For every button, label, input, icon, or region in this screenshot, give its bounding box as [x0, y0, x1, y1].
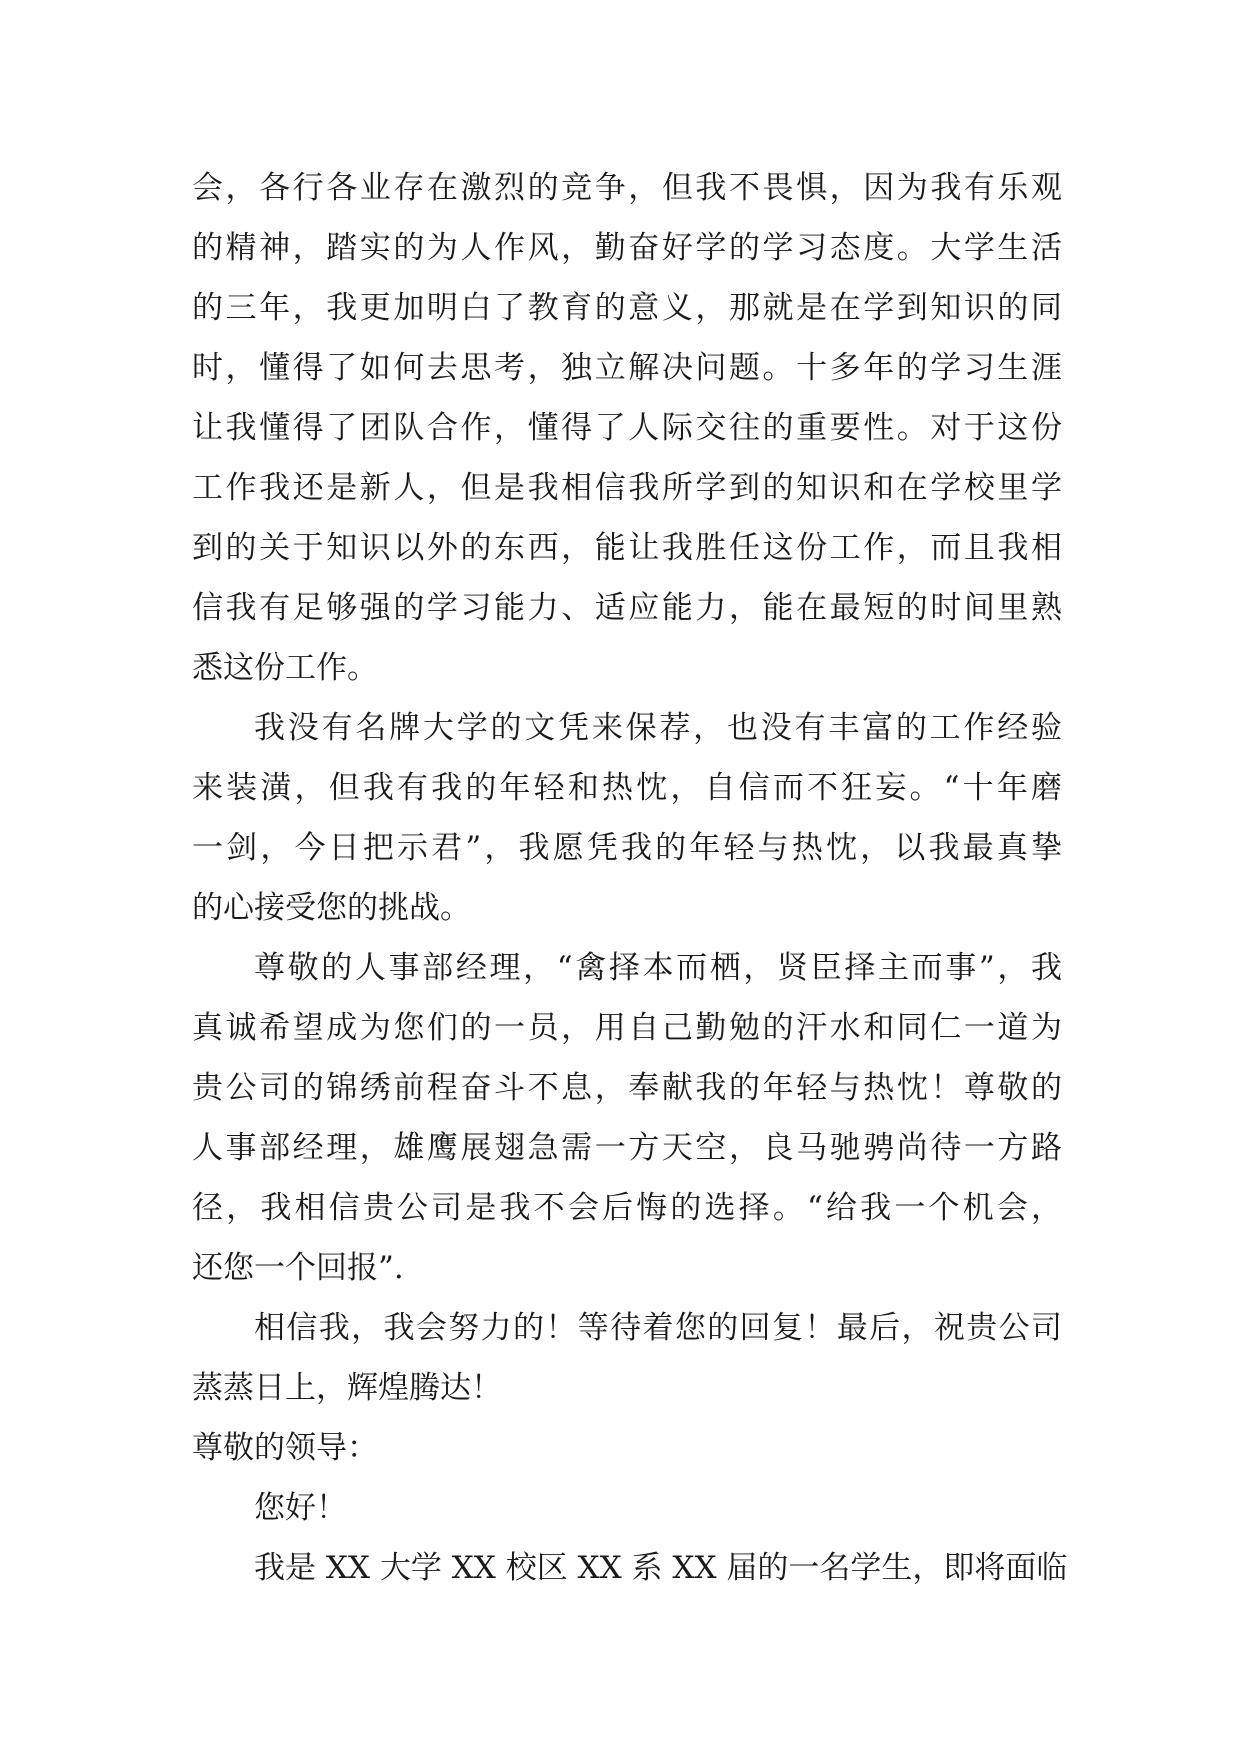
greeting: 您好！	[254, 1490, 347, 1526]
text-line: 真诚希望成为您们的一员，用自己勤勉的汗水和同仁一道为	[192, 1010, 1062, 1046]
text-line: 一剑，今日把示君”，我愿凭我的年轻与热忱，以我最真挚	[192, 830, 1062, 866]
text-line: 我是 XX 大学 XX 校区 XX 系 XX 届的一名学生，即将面临	[254, 1550, 1068, 1586]
salutation: 尊敬的领导：	[192, 1430, 378, 1466]
text-line: 的精神，踏实的为人作风，勤奋好学的学习态度。大学生活	[192, 230, 1062, 266]
text-line: 信我有足够强的学习能力、适应能力，能在最短的时间里熟	[192, 590, 1062, 626]
text-line: 人事部经理，雄鹰展翅急需一方天空，良马驰骋尚待一方路	[192, 1130, 1062, 1166]
text-line: 蒸蒸日上，辉煌腾达！	[192, 1370, 502, 1406]
text-line: 时，懂得了如何去思考，独立解决问题。十多年的学习生涯	[192, 350, 1062, 386]
text-line: 径，我相信贵公司是我不会后悔的选择。“给我一个机会，	[192, 1190, 1062, 1226]
letter-body	[192, 158, 1068, 1598]
text-line: 还您一个回报”.	[192, 1250, 404, 1286]
text-line: 会，各行各业存在激烈的竞争，但我不畏惧，因为我有乐观	[192, 170, 1062, 206]
text-line: 贵公司的锦绣前程奋斗不息，奉献我的年轻与热忱！尊敬的	[192, 1070, 1062, 1106]
text-line: 来装潢，但我有我的年轻和热忱，自信而不狂妄。“十年磨	[192, 770, 1062, 806]
text-line: 相信我，我会努力的！等待着您的回复！最后，祝贵公司	[254, 1310, 1062, 1346]
text-line: 我没有名牌大学的文凭来保荐，也没有丰富的工作经验	[254, 710, 1062, 746]
text-line: 让我懂得了团队合作，懂得了人际交往的重要性。对于这份	[192, 410, 1062, 446]
text-line: 尊敬的人事部经理，“禽择本而栖，贤臣择主而事”，我	[254, 950, 1062, 986]
text-line: 的三年，我更加明白了教育的意义，那就是在学到知识的同	[192, 290, 1062, 326]
text-line: 到的关于知识以外的东西，能让我胜任这份工作，而且我相	[192, 530, 1062, 566]
text-line: 悉这份工作。	[192, 650, 378, 686]
text-line: 工作我还是新人，但是我相信我所学到的知识和在学校里学	[192, 470, 1062, 506]
text-line: 的心接受您的挑战。	[192, 890, 471, 926]
